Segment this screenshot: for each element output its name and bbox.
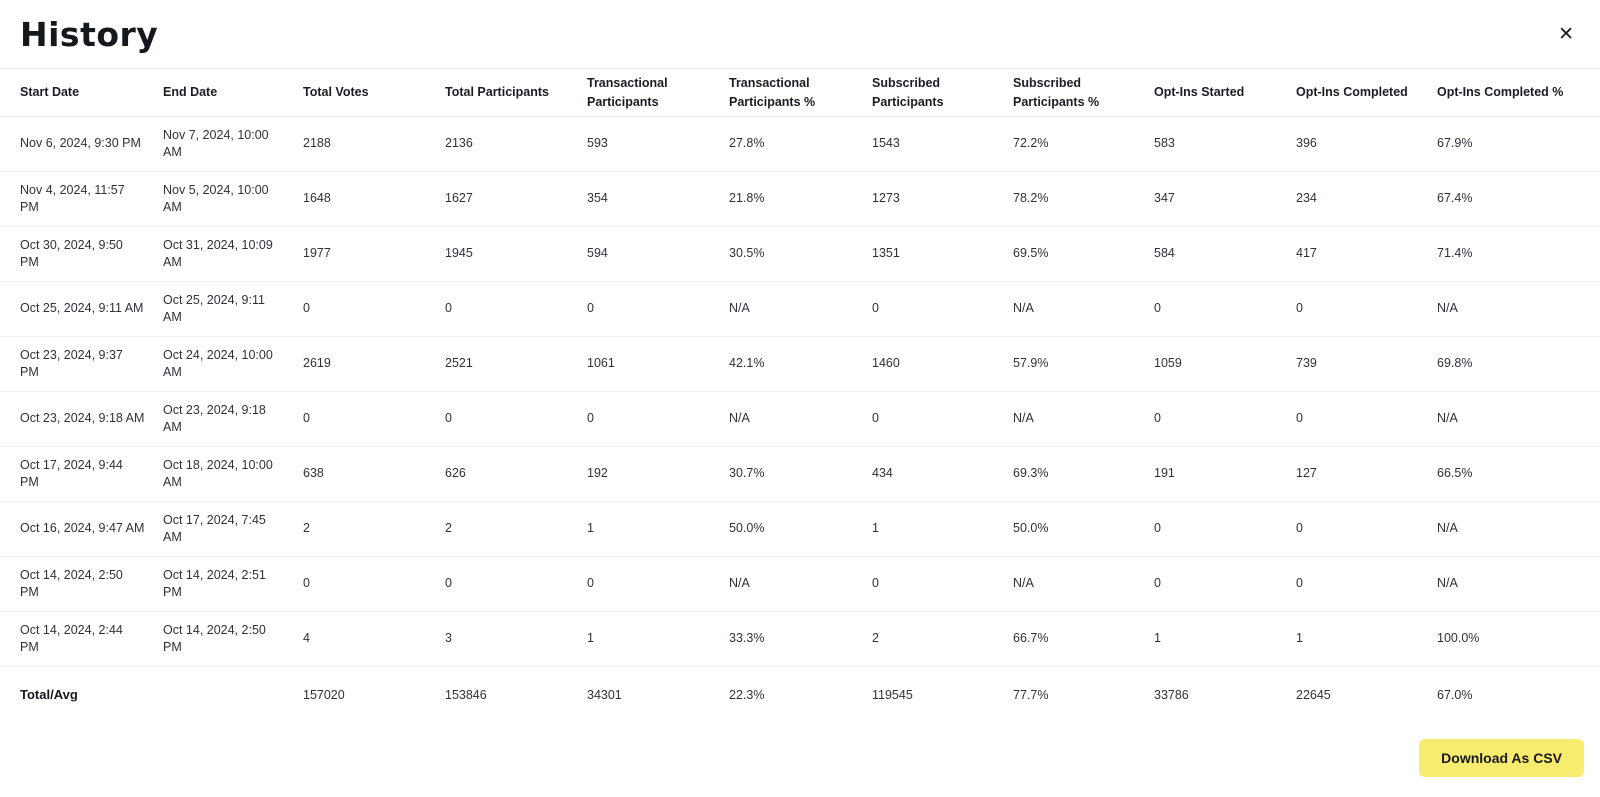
table-cell: 192 <box>587 447 729 502</box>
table-cell: 66.5% <box>1437 447 1600 502</box>
table-cell: 1648 <box>303 172 445 227</box>
table-row <box>0 117 1600 172</box>
table-cell: 1351 <box>872 227 1013 282</box>
table-cell: 3 <box>445 612 587 667</box>
total-cell: 22.3% <box>729 687 765 702</box>
table-cell: 69.5% <box>1013 227 1154 282</box>
table-cell: Oct 16, 2024, 9:47 AM <box>0 502 163 557</box>
table-row <box>0 337 1600 392</box>
total-cell: 153846 <box>445 687 487 702</box>
table-cell: 1 <box>1154 612 1296 667</box>
table-cell: 1627 <box>445 172 587 227</box>
column-header: Opt-Ins Completed % <box>1437 69 1600 117</box>
table-cell: 234 <box>1296 172 1437 227</box>
table-cell: 593 <box>587 117 729 172</box>
table-cell: 0 <box>445 557 587 612</box>
table-row <box>0 502 1600 557</box>
table-cell: N/A <box>1437 557 1600 612</box>
table-cell: 2619 <box>303 337 445 392</box>
table-cell: 0 <box>1154 282 1296 337</box>
table-cell: 594 <box>587 227 729 282</box>
table-cell: N/A <box>1013 392 1154 447</box>
table-row <box>0 282 1600 337</box>
total-label: Total/Avg <box>20 687 78 703</box>
table-cell: Oct 30, 2024, 9:50 PM <box>0 227 163 282</box>
table-cell: 0 <box>587 282 729 337</box>
total-cell: 157020 <box>303 687 345 702</box>
table-cell: 2 <box>872 612 1013 667</box>
table-cell: 434 <box>872 447 1013 502</box>
table-cell: 396 <box>1296 117 1437 172</box>
table-cell: 638 <box>303 447 445 502</box>
table-cell: Oct 23, 2024, 9:18 AM <box>0 392 163 447</box>
table-cell: 2 <box>303 502 445 557</box>
table-cell: 1 <box>872 502 1013 557</box>
table-cell: Oct 14, 2024, 2:51 PM <box>163 557 303 612</box>
table-cell: 347 <box>1154 172 1296 227</box>
column-header: Transactional Participants <box>587 69 729 117</box>
table-row <box>0 612 1600 667</box>
page-title: History <box>20 14 159 54</box>
table-cell: 42.1% <box>729 337 872 392</box>
column-header: Total Participants <box>445 69 587 117</box>
table-cell: Nov 4, 2024, 11:57 PM <box>0 172 163 227</box>
table-cell: Oct 14, 2024, 2:50 PM <box>0 557 163 612</box>
table-cell: 69.8% <box>1437 337 1600 392</box>
table-cell: Nov 5, 2024, 10:00 AM <box>163 172 303 227</box>
table-cell: 1977 <box>303 227 445 282</box>
close-icon[interactable]: ✕ <box>1554 21 1578 48</box>
column-header: Start Date <box>0 69 163 117</box>
table-cell: 2188 <box>303 117 445 172</box>
table-cell: N/A <box>1437 502 1600 557</box>
table-cell: 4 <box>303 612 445 667</box>
table-cell: Oct 18, 2024, 10:00 AM <box>163 447 303 502</box>
table-cell: Oct 25, 2024, 9:11 AM <box>163 282 303 337</box>
table-cell: 0 <box>303 392 445 447</box>
table-row <box>0 557 1600 612</box>
table-row <box>0 227 1600 282</box>
table-cell: 584 <box>1154 227 1296 282</box>
table-cell: Nov 7, 2024, 10:00 AM <box>163 117 303 172</box>
table-cell: N/A <box>729 392 872 447</box>
table-cell: 67.9% <box>1437 117 1600 172</box>
table-cell: 1460 <box>872 337 1013 392</box>
table-cell: 0 <box>872 282 1013 337</box>
total-cell: 77.7% <box>1013 687 1049 702</box>
column-header: Subscribed Participants <box>872 69 1013 117</box>
table-cell: 1273 <box>872 172 1013 227</box>
table-cell: N/A <box>1013 557 1154 612</box>
modal-header <box>0 0 1600 68</box>
table-cell: 21.8% <box>729 172 872 227</box>
table-cell: N/A <box>729 282 872 337</box>
table-cell: 66.7% <box>1013 612 1154 667</box>
table-cell: 50.0% <box>1013 502 1154 557</box>
table-row <box>0 447 1600 502</box>
table-cell: 30.7% <box>729 447 872 502</box>
table-cell: 100.0% <box>1437 612 1600 667</box>
table-cell: 739 <box>1296 337 1437 392</box>
table-cell: Nov 6, 2024, 9:30 PM <box>0 117 163 172</box>
total-cell: 33786 <box>1154 687 1189 702</box>
table-cell: 72.2% <box>1013 117 1154 172</box>
table-cell: 0 <box>1154 502 1296 557</box>
table-cell: 0 <box>303 557 445 612</box>
table-cell: 67.4% <box>1437 172 1600 227</box>
table-cell: 2136 <box>445 117 587 172</box>
table-cell: 583 <box>1154 117 1296 172</box>
download-csv-button[interactable]: Download As CSV <box>1419 739 1584 777</box>
table-cell: 0 <box>1296 282 1437 337</box>
table-cell: 1061 <box>587 337 729 392</box>
table-cell: 0 <box>445 282 587 337</box>
table-cell: 78.2% <box>1013 172 1154 227</box>
table-cell: N/A <box>729 557 872 612</box>
table-cell: N/A <box>1437 392 1600 447</box>
total-cell: 67.0% <box>1437 687 1473 702</box>
total-cell: 34301 <box>587 687 622 702</box>
table-cell: 1 <box>1296 612 1437 667</box>
table-cell: 0 <box>303 282 445 337</box>
table-cell: 1 <box>587 612 729 667</box>
table-cell: N/A <box>1013 282 1154 337</box>
table-cell: 0 <box>1296 557 1437 612</box>
table-cell: 0 <box>1154 557 1296 612</box>
total-cell: 22645 <box>1296 687 1331 702</box>
table-row <box>0 392 1600 447</box>
table-cell: 0 <box>587 392 729 447</box>
column-header: Opt-Ins Completed <box>1296 69 1437 117</box>
column-header: Total Votes <box>303 69 445 117</box>
table-cell: Oct 23, 2024, 9:18 AM <box>163 392 303 447</box>
column-header: Opt-Ins Started <box>1154 69 1296 117</box>
table-row <box>0 172 1600 227</box>
table-cell: 0 <box>872 392 1013 447</box>
table-cell: 127 <box>1296 447 1437 502</box>
table-cell: 50.0% <box>729 502 872 557</box>
table-cell: 0 <box>587 557 729 612</box>
table-cell: 69.3% <box>1013 447 1154 502</box>
table-cell: Oct 25, 2024, 9:11 AM <box>0 282 163 337</box>
history-table <box>0 68 1600 723</box>
table-cell: 2 <box>445 502 587 557</box>
table-cell: 0 <box>1296 502 1437 557</box>
table-cell: 30.5% <box>729 227 872 282</box>
table-cell: 2521 <box>445 337 587 392</box>
total-row <box>0 667 1600 723</box>
column-header: Subscribed Participants % <box>1013 69 1154 117</box>
table-cell: Oct 17, 2024, 7:45 AM <box>163 502 303 557</box>
table-cell: 626 <box>445 447 587 502</box>
table-cell: 0 <box>1296 392 1437 447</box>
total-cell <box>163 667 303 723</box>
table-cell: 33.3% <box>729 612 872 667</box>
table-cell: 1059 <box>1154 337 1296 392</box>
table-cell: 191 <box>1154 447 1296 502</box>
table-cell: 0 <box>445 392 587 447</box>
table-cell: Oct 31, 2024, 10:09 AM <box>163 227 303 282</box>
table-header-row <box>0 69 1600 117</box>
table-cell: 57.9% <box>1013 337 1154 392</box>
table-cell: Oct 14, 2024, 2:50 PM <box>163 612 303 667</box>
column-header: Transactional Participants % <box>729 69 872 117</box>
table-cell: Oct 14, 2024, 2:44 PM <box>0 612 163 667</box>
table-cell: 354 <box>587 172 729 227</box>
table-cell: 0 <box>872 557 1013 612</box>
table-cell: 1945 <box>445 227 587 282</box>
table-cell: 1 <box>587 502 729 557</box>
table-cell: 1543 <box>872 117 1013 172</box>
table-cell: 0 <box>1154 392 1296 447</box>
table-cell: Oct 23, 2024, 9:37 PM <box>0 337 163 392</box>
table-cell: 417 <box>1296 227 1437 282</box>
column-header: End Date <box>163 69 303 117</box>
table-cell: N/A <box>1437 282 1600 337</box>
table-cell: 71.4% <box>1437 227 1600 282</box>
total-cell: 119545 <box>872 687 913 702</box>
table-cell: Oct 17, 2024, 9:44 PM <box>0 447 163 502</box>
table-cell: Oct 24, 2024, 10:00 AM <box>163 337 303 392</box>
table-cell: 27.8% <box>729 117 872 172</box>
